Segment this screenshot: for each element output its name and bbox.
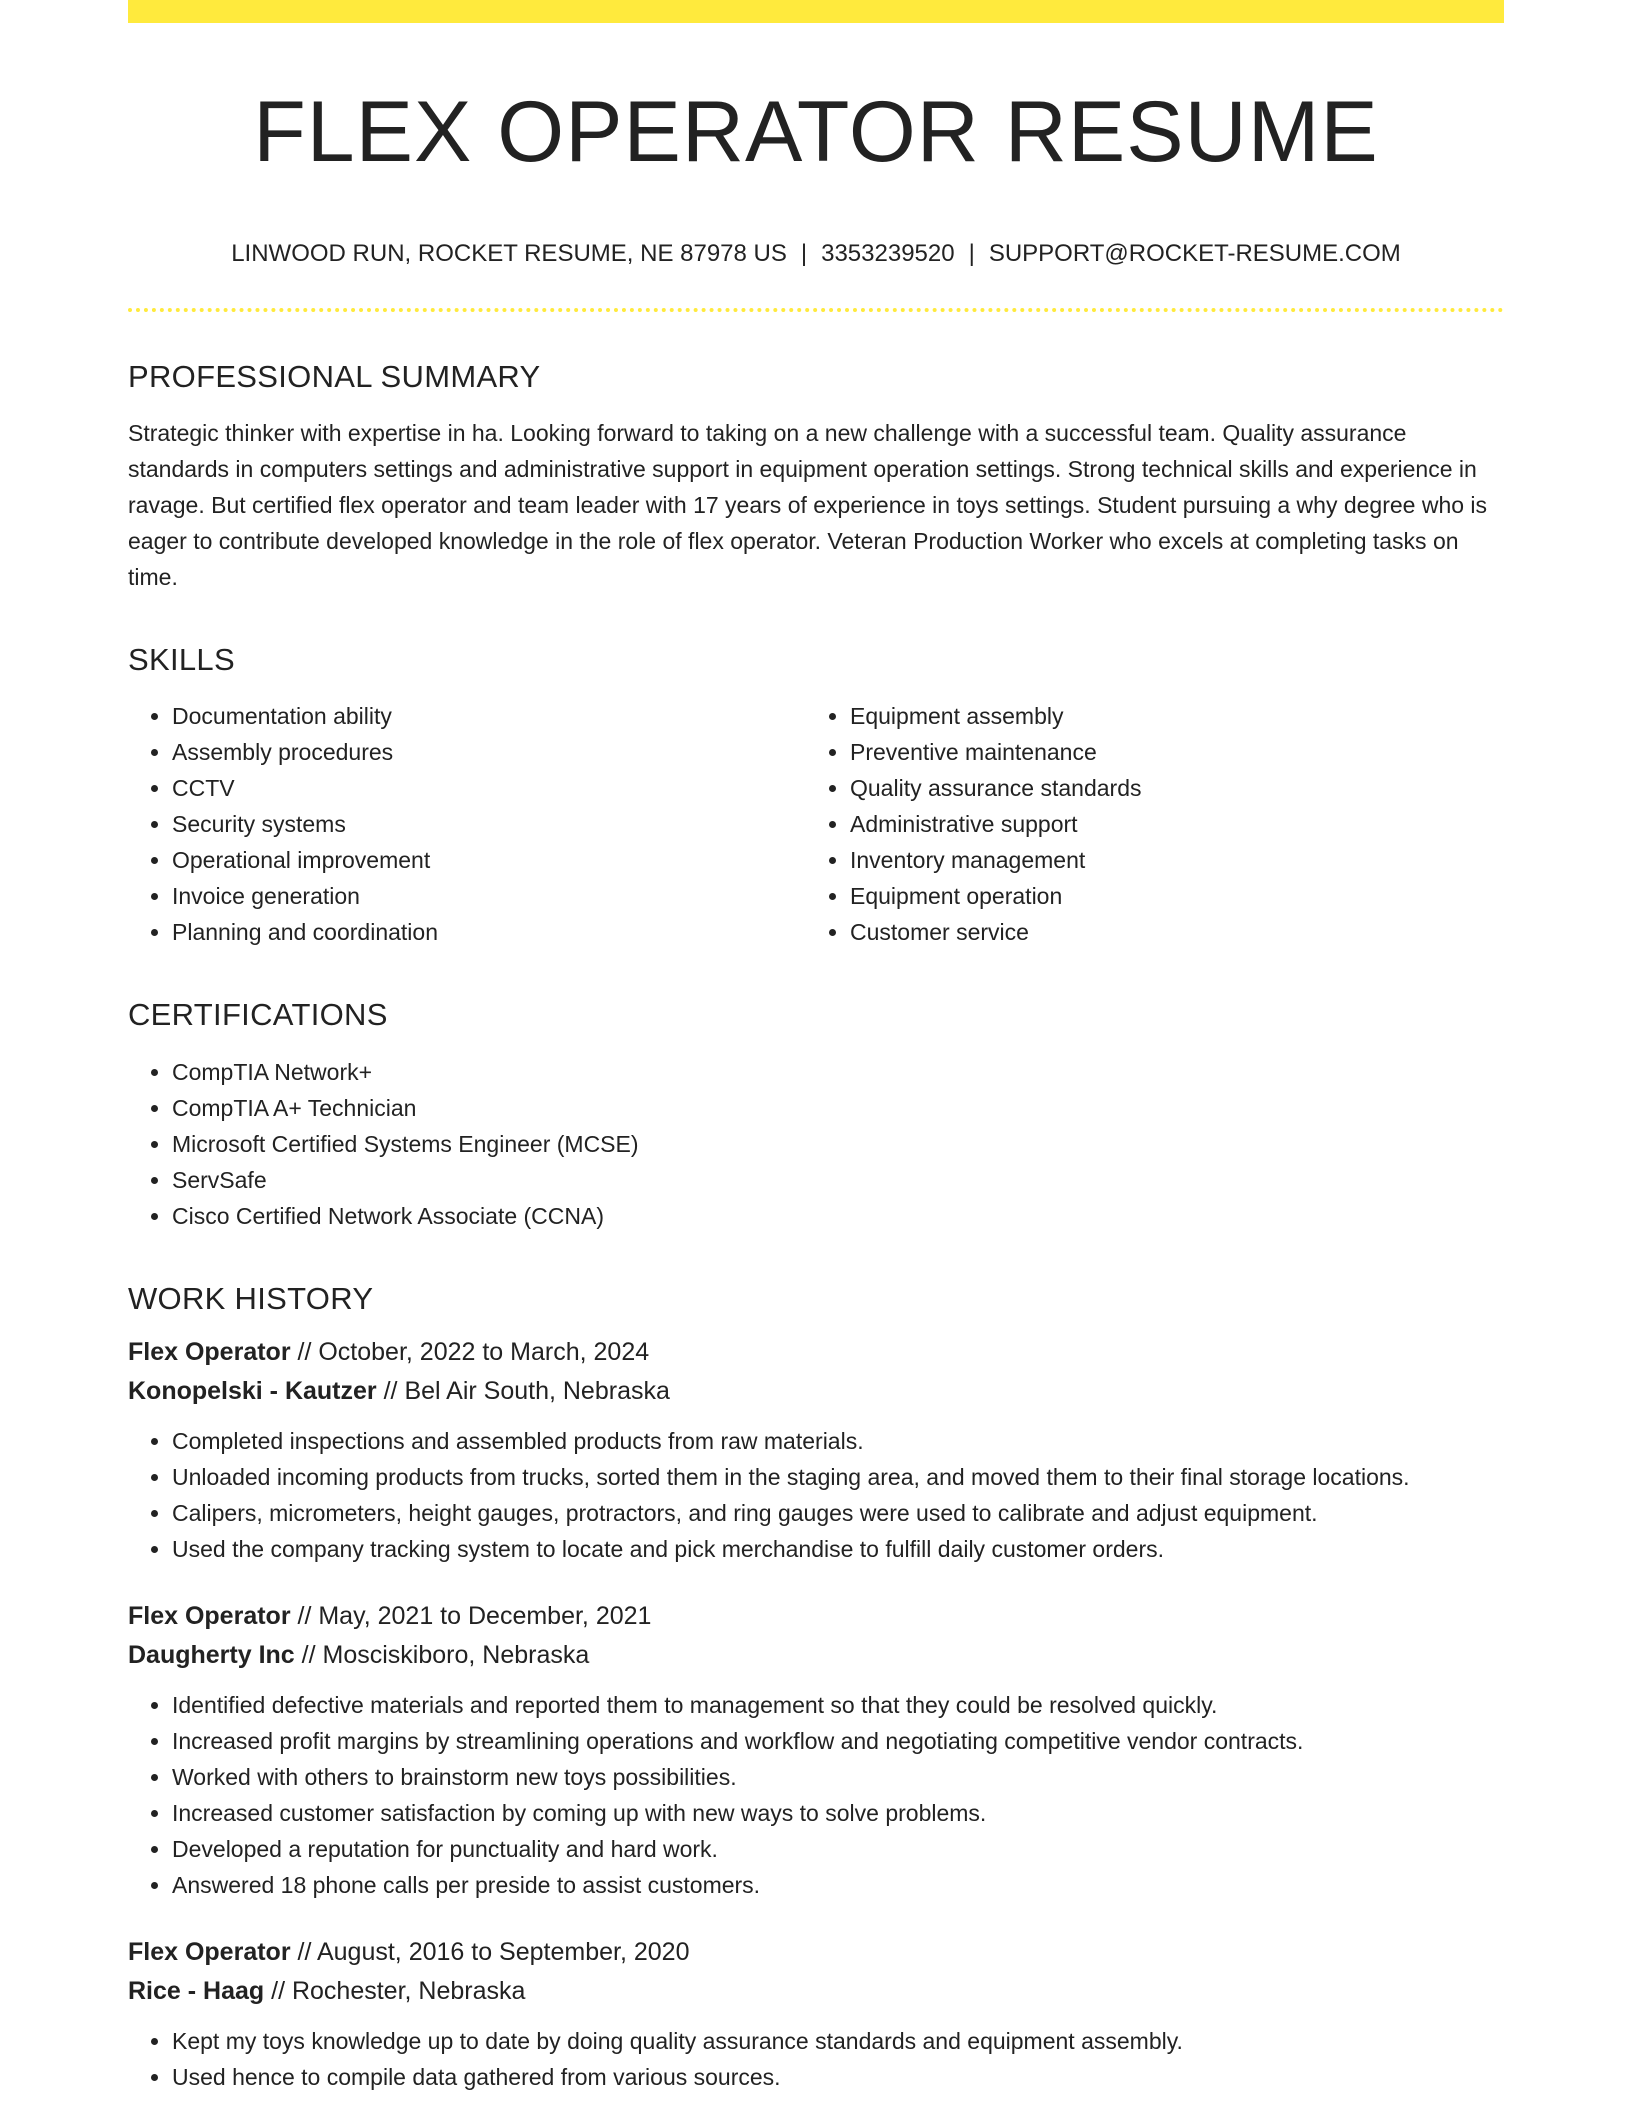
job-entry xyxy=(128,1333,1504,1567)
job-company: Rice - Haag xyxy=(128,1976,265,2005)
job-bullet: • Used hence to compile data gathered from various sources. xyxy=(172,2059,1504,2095)
certifications-heading: CERTIFICATIONS xyxy=(128,997,388,1033)
job-bullet: • Completed inspections and assembled products from raw materials. xyxy=(172,1423,1504,1459)
certifications-list xyxy=(128,1054,1504,1234)
contact-phone: 3353239520 xyxy=(821,240,955,268)
job-bullets xyxy=(128,1687,1504,1903)
skill-item: • Assembly procedures xyxy=(172,734,806,770)
summary-heading: PROFESSIONAL SUMMARY xyxy=(128,358,541,394)
job-dates: August, 2016 to September, 2020 xyxy=(316,1937,690,1966)
job-bullet: • Identified defective materials and reported them to management so that they could be resolved quickly. xyxy=(172,1687,1504,1723)
skill-item: • Preventive maintenance xyxy=(850,734,1484,770)
job-company-line xyxy=(128,1636,1504,1675)
job-bullet: • Developed a reputation for punctuality and hard work. xyxy=(172,1831,1504,1867)
job-separator: // xyxy=(294,1640,323,1669)
skill-item: • Operational improvement xyxy=(172,842,806,878)
skills-heading: SKILLS xyxy=(128,642,235,678)
summary-text: Strategic thinker with expertise in ha. Looking forward to taking on a new challenge with a successful team. Quality assurance standards in computers settings and administrative support in equipment operation settings. Strong technical skills and experience in ravage. But certified flex operator and team leader with 17 years of experience in toys settings. Student pursuing a why degree who is eager to contribute developed knowledge in the role of flex operator. Veteran Production Worker who excels at completing tasks on time. xyxy=(128,420,1488,591)
job-bullet: • Kept my toys knowledge up to date by doing quality assurance standards and equipment assembly. xyxy=(172,2023,1504,2059)
skill-item: • Security systems xyxy=(172,806,806,842)
job-title-line xyxy=(128,1597,1504,1636)
skill-item: • Invoice generation xyxy=(172,878,806,914)
job-bullet: • Worked with others to brainstorm new toys possibilities. xyxy=(172,1759,1504,1795)
job-dates: May, 2021 to December, 2021 xyxy=(318,1601,652,1630)
dotted-divider xyxy=(128,308,1504,312)
certification-item: • Cisco Certified Network Associate (CCNA) xyxy=(172,1198,1504,1234)
skill-item: • Planning and coordination xyxy=(172,914,806,950)
job-role: Flex Operator xyxy=(128,1601,291,1630)
job-company-line xyxy=(128,1972,1504,2011)
job-location: Bel Air South, Nebraska xyxy=(404,1376,670,1405)
skills-list-left xyxy=(128,698,806,950)
job-location: Rochester, Nebraska xyxy=(291,1976,526,2005)
skills-list-right xyxy=(806,698,1484,950)
certification-item: • CompTIA Network+ xyxy=(172,1054,1504,1090)
job-separator: // xyxy=(376,1376,405,1405)
contact-line xyxy=(128,240,1504,269)
job-title-line xyxy=(128,1333,1504,1372)
job-role: Flex Operator xyxy=(128,1937,291,1966)
job-location: Mosciskiboro, Nebraska xyxy=(322,1640,590,1669)
job-entry xyxy=(128,1933,1504,2095)
resume-title: FLEX OPERATOR RESUME xyxy=(253,84,1379,180)
contact-separator: | xyxy=(968,240,975,268)
job-separator: // xyxy=(290,1937,317,1966)
skill-item: • Inventory management xyxy=(850,842,1484,878)
skill-item: • CCTV xyxy=(172,770,806,806)
job-bullet: • Increased profit margins by streamlining operations and workflow and negotiating competitive vendor contracts. xyxy=(172,1723,1504,1759)
skill-item: • Equipment operation xyxy=(850,878,1484,914)
skill-item: • Equipment assembly xyxy=(850,698,1484,734)
skill-item: • Customer service xyxy=(850,914,1484,950)
job-separator: // xyxy=(290,1601,319,1630)
job-bullet: • Calipers, micrometers, height gauges, protractors, and ring gauges were used to calibrate and adjust equipment. xyxy=(172,1495,1504,1531)
accent-bar xyxy=(128,0,1504,23)
job-entry xyxy=(128,1597,1504,1903)
contact-email: SUPPORT@ROCKET-RESUME.COM xyxy=(988,240,1401,268)
certification-item: • CompTIA A+ Technician xyxy=(172,1090,1504,1126)
job-role: Flex Operator xyxy=(128,1337,291,1366)
contact-separator: | xyxy=(800,240,808,268)
job-bullet: • Used the company tracking system to locate and pick merchandise to fulfill daily customer orders. xyxy=(172,1531,1504,1567)
certification-item: • Microsoft Certified Systems Engineer (MCSE) xyxy=(172,1126,1504,1162)
job-separator: // xyxy=(264,1976,292,2005)
certification-item: • ServSafe xyxy=(172,1162,1504,1198)
job-bullet: • Unloaded incoming products from trucks, sorted them in the staging area, and moved them to their final storage locations. xyxy=(172,1459,1504,1495)
job-bullet: • Increased customer satisfaction by coming up with new ways to solve problems. xyxy=(172,1795,1504,1831)
job-bullets xyxy=(128,1423,1504,1567)
skill-item: • Quality assurance standards xyxy=(850,770,1484,806)
job-company: Daugherty Inc xyxy=(128,1640,295,1669)
contact-address: LINWOOD RUN, ROCKET RESUME, NE 87978 US xyxy=(231,240,787,268)
job-bullet: • Answered 18 phone calls per preside to assist customers. xyxy=(172,1867,1504,1903)
resume-page xyxy=(128,0,1504,2095)
skills-grid xyxy=(128,698,1504,950)
job-separator: // xyxy=(290,1337,319,1366)
work-history-heading: WORK HISTORY xyxy=(128,1280,374,1316)
job-title-line xyxy=(128,1933,1504,1972)
job-company: Konopelski - Kautzer xyxy=(128,1376,377,1405)
skill-item: • Administrative support xyxy=(850,806,1484,842)
job-company-line xyxy=(128,1372,1504,1411)
skill-item: • Documentation ability xyxy=(172,698,806,734)
job-bullets xyxy=(128,2023,1504,2095)
job-dates: October, 2022 to March, 2024 xyxy=(318,1337,650,1366)
